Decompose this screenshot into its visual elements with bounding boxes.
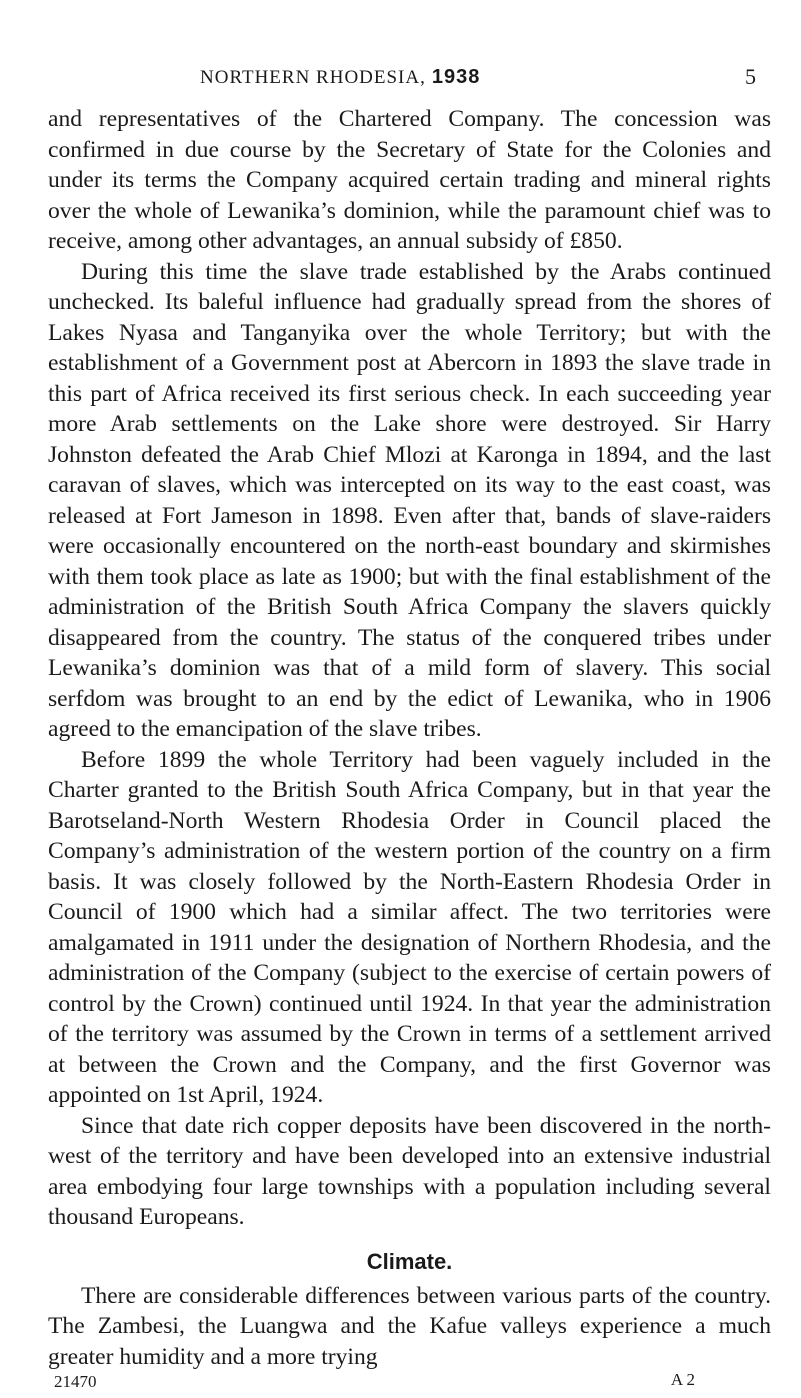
document-page xyxy=(48,62,771,1398)
body-text xyxy=(48,104,771,1372)
signature-number: 21470 xyxy=(54,1372,97,1391)
paragraph-continuation: and representatives of the Chartered Company. The concession was confirmed in due course by the Secretary of State for the Colonies and under its terms the Company acquired certain trading and mineral rights over the whole of Lewanika’s dominion, while the paramount chief was to receive, among other advantages, an annual subsidy of £850. xyxy=(48,106,771,254)
signature-mark: A 2 xyxy=(670,1370,695,1389)
page-number: 5 xyxy=(745,64,757,89)
section-heading-climate: Climate. xyxy=(366,1248,453,1274)
running-title xyxy=(200,66,480,89)
paragraph-climate: There are considerable differences between various parts of the country. The Zambesi, the Luangwa and the Kafue valleys experience a much greater humidity and a more trying xyxy=(48,1282,771,1370)
paragraph-charter: Before 1899 the whole Territory had been vaguely included in the Charter granted to the British South Africa Company, but in that year the Barotseland-North Western Rhodesia Order in Council placed the Company’s administration of the western portion of the country on a firm basis. It was closely followed by the North-Eastern Rhodesia Order in Council of 1900 which had a similar affect. The two territories were amalgamated in 1911 under the designation of Northern Rhodesia, and the administration of the Company (subject to the exercise of certain powers of control by the Crown) continued until 1924. In that year the administration of the territory was assumed by the Crown in terms of a settlement arrived at between the Crown and the Company, and the first Governor was appointed on 1st April, 1924. xyxy=(48,746,771,1108)
running-title-text: NORTHERN RHODESIA, xyxy=(200,67,426,88)
running-title-year: 1938 xyxy=(431,66,481,88)
page-header xyxy=(48,62,771,96)
page-footer xyxy=(48,1372,771,1398)
paragraph-copper: Since that date rich copper deposits have been discovered in the north-west of the territory and have been developed into an extensive industrial area embodying four large townships with a population including several thousand Europeans. xyxy=(48,1112,771,1230)
paragraph-slave-trade: During this time the slave trade established by the Arabs continued unchecked. Its baleful influence had gradually spread from the shores of Lakes Nyasa and Tanganyika over the whole Territory; but with the establishment of a Government post at Abercorn in 1893 the slave trade in this part of Africa received its first serious check. In each succeeding year more Arab settlements on the Lake shore were destroyed. Sir Harry Johnston defeated the Arab Chief Mlozi at Karonga in 1894, and the last caravan of slaves, which was intercepted on its way to the east coast, was released at Fort Jameson in 1898. Even after that, bands of slave-raiders were occasionally encountered on the north-east boundary and skirmishes with them took place as late as 1900; but with the final establishment of the administration of the British South Africa Company the slavers quickly disappeared from the country. The status of the conquered tribes under Lewanika’s dominion was that of a mild form of slavery. This social serfdom was brought to an end by the edict of Lewanika, who in 1906 agreed to the emancipation of the slave tribes. xyxy=(48,258,771,742)
